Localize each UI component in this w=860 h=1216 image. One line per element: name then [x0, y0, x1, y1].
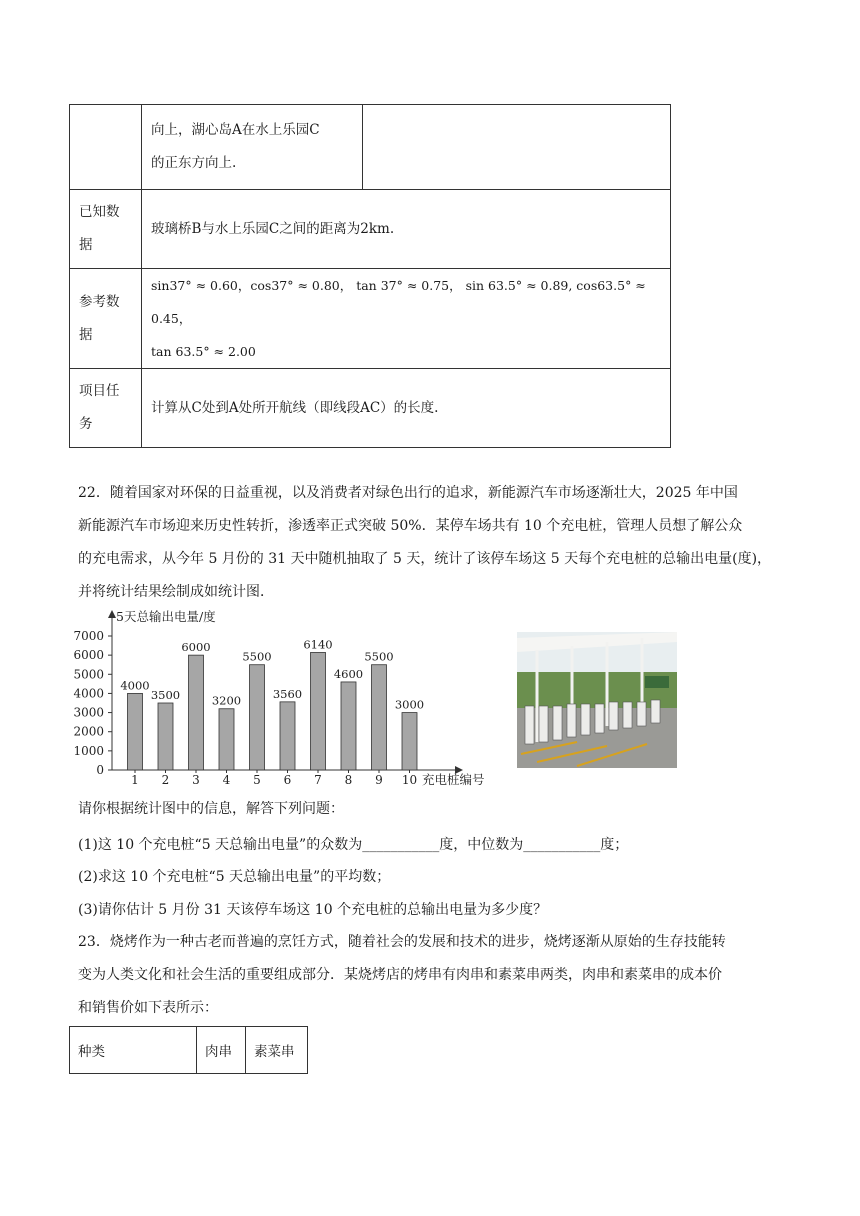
table-cell: 肉串 — [197, 1027, 246, 1074]
table-row — [70, 190, 671, 269]
table-cell — [142, 269, 671, 369]
y-tick-label: 3000 — [73, 705, 104, 720]
y-axis-arrow — [108, 610, 116, 618]
y-axis-label: 5天总输出电量/度 — [116, 609, 216, 624]
x-tick-label: 6 — [283, 773, 292, 787]
table-cell: 玻璃桥B与水上乐园C之间的距离为2km. — [142, 190, 671, 269]
q22-line: 并将统计结果绘制成如统计图． — [78, 584, 274, 600]
q22-part3: (3)请你估计 5 月份 31 天该停车场这 10 个充电桩的总输出电量为多少度？ — [78, 902, 548, 918]
data-label: 3560 — [272, 686, 303, 701]
x-tick-label: 2 — [161, 773, 170, 787]
q23-line: 23．烧烤作为一种古老而普遍的烹饪方式，随着社会的发展和技术的进步，烧烤逐渐从原始的生存技能转 — [78, 934, 726, 950]
x-tick-label: 9 — [375, 773, 383, 787]
data-label: 4600 — [333, 666, 364, 681]
q22-line: 的充电需求，从今年 5 月份的 31 天中随机抽取了 5 天，统计了该停车场这 5 天每个充电桩的总输出电量(度)， — [78, 551, 772, 567]
y-tick-label: 7000 — [73, 629, 104, 643]
x-axis-label: 充电桩编号 — [422, 772, 485, 787]
table-row — [70, 1027, 308, 1074]
table-row — [70, 369, 671, 448]
y-tick-label: 2000 — [73, 724, 104, 739]
q22-part2: (2)求这 10 个充电桩“5 天总输出电量”的平均数； — [78, 869, 391, 885]
cell-text: 向上，湖心岛A在水上乐园C — [151, 122, 320, 138]
bar — [250, 665, 265, 770]
data-label: 6140 — [303, 637, 333, 652]
table-cell: 种类 — [70, 1027, 197, 1074]
label-line: 据 — [79, 237, 93, 253]
x-tick-label: 8 — [344, 773, 353, 787]
data-label: 6000 — [181, 640, 211, 655]
q22-line: 新能源汽车市场迎来历史性转折，渗透率正式突破 50%．某停车场共有 10 个充电桩，管理人员想了解公众 — [78, 518, 743, 534]
row-label — [70, 369, 142, 448]
x-tick-label: 4 — [222, 773, 231, 787]
table-cell-empty — [363, 105, 671, 190]
bar — [128, 693, 143, 770]
bar — [158, 703, 173, 770]
data-label: 3500 — [150, 688, 181, 702]
y-tick-label: 5000 — [73, 667, 104, 682]
x-tick-label: 10 — [401, 773, 418, 787]
price-table — [69, 1026, 308, 1074]
bar — [372, 665, 387, 770]
table-cell-empty — [70, 105, 142, 190]
q23-line: 变为人类文化和社会生活的重要组成部分．某烧烤店的烤串有肉串和素菜串两类，肉串和素菜串的成本价 — [78, 967, 722, 983]
bar — [219, 709, 234, 770]
table-cell: 素菜串 — [246, 1027, 308, 1074]
label-line: 项目任 — [79, 383, 120, 399]
q22-part1: (1)这 10 个充电桩“5 天总输出电量”的众数为___________度，中位数为___________度； — [78, 837, 629, 853]
data-label: 3000 — [394, 697, 425, 712]
label-line: 据 — [79, 326, 93, 343]
bar — [280, 702, 295, 770]
y-tick-label: 0 — [96, 763, 104, 777]
row-label — [70, 269, 142, 369]
data-label: 5500 — [364, 649, 394, 664]
x-tick-label: 7 — [314, 773, 322, 787]
cell-text: 的正东方向上. — [151, 155, 237, 171]
y-tick-label: 4000 — [73, 686, 104, 701]
row-label — [70, 190, 142, 269]
ref-data-line: sin37° ≈ 0.60，cos37° ≈ 0.80， tan 37° ≈ 0.75， sin 63.5° ≈ 0.89, cos63.5° ≈ 0.45， — [151, 278, 646, 326]
x-tick-label: 5 — [253, 773, 261, 787]
bar — [402, 713, 417, 770]
table-row — [70, 269, 671, 369]
table-cell: 计算从C处到A处所开航线（即线段AC）的长度. — [142, 369, 671, 448]
data-label: 4000 — [120, 678, 150, 693]
data-label: 5500 — [242, 649, 272, 664]
bar — [311, 652, 326, 770]
y-tick-label: 1000 — [73, 743, 104, 758]
charging-station-photo — [517, 632, 677, 768]
x-tick-label: 1 — [131, 773, 139, 787]
table-cell — [142, 105, 363, 190]
label-line: 务 — [79, 416, 93, 432]
q22-line: 22．随着国家对环保的日益重视，以及消费者对绿色出行的追求，新能源汽车市场逐渐壮大，2025 年中国 — [78, 485, 738, 501]
y-tick-label: 6000 — [73, 648, 104, 663]
label-line: 参考数 — [79, 293, 120, 310]
data-label: 3200 — [211, 693, 242, 708]
q23-line: 和销售价如下表所示： — [78, 1000, 218, 1016]
bar-chart — [70, 606, 500, 796]
bar — [189, 655, 204, 770]
q22-prompt: 请你根据统计图中的信息，解答下列问题： — [78, 801, 344, 817]
bar — [341, 682, 356, 770]
project-table — [69, 104, 671, 448]
ref-data-line: tan 63.5° ≈ 2.00 — [151, 344, 256, 359]
x-tick-label: 3 — [192, 773, 200, 787]
label-line: 已知数 — [79, 204, 120, 220]
table-row — [70, 105, 671, 190]
